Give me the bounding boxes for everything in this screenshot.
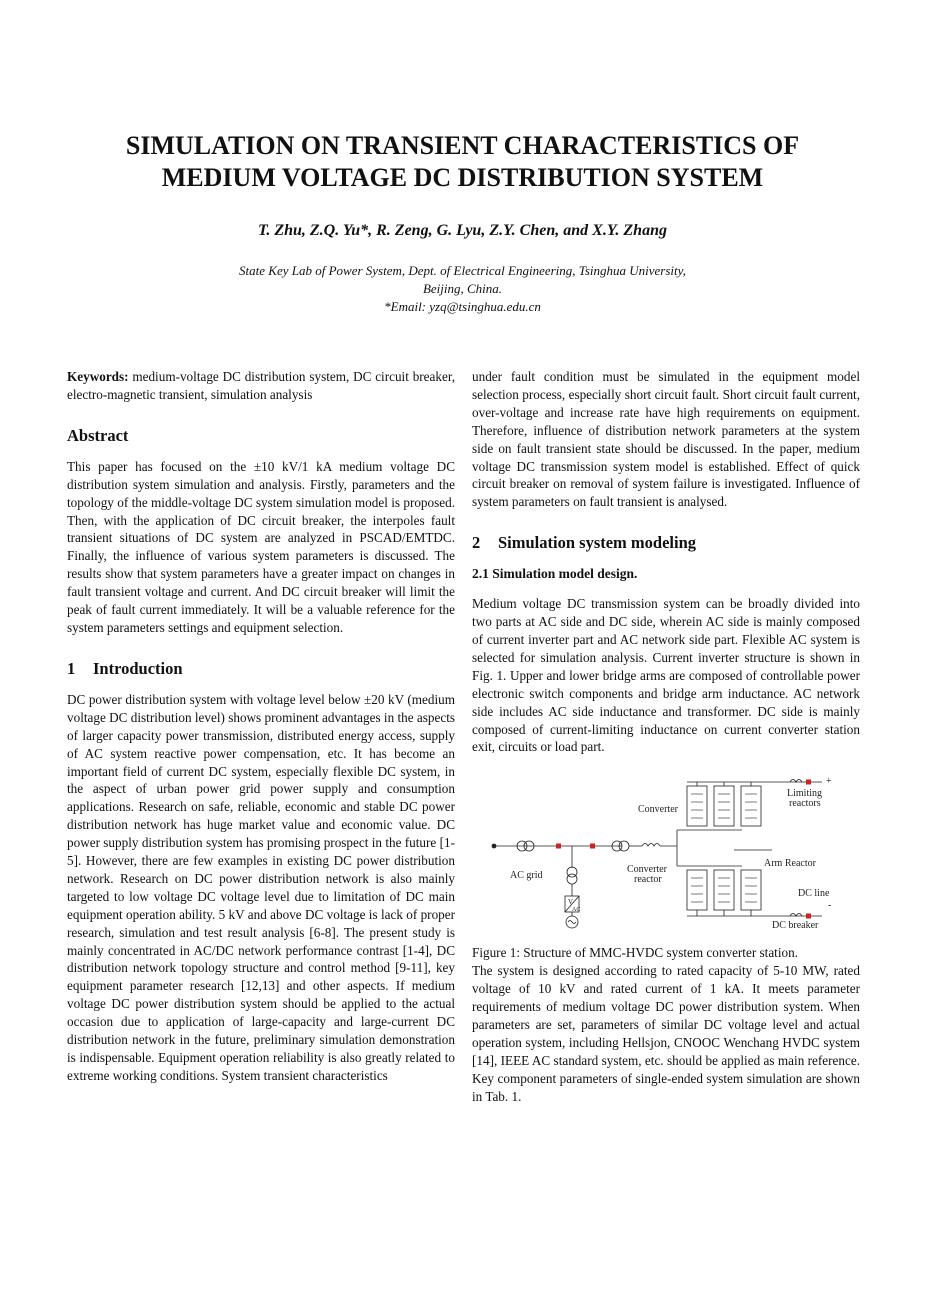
affiliation-email: *Email: yzq@tsinghua.edu.cn	[384, 299, 541, 314]
figure-1	[472, 768, 860, 938]
label-vac-top: V	[568, 898, 574, 907]
ac-breaker-1	[556, 844, 561, 849]
label-plus: +	[826, 776, 832, 788]
section-2-heading	[472, 533, 860, 553]
section-2-1-heading: 2.1 Simulation model design.	[472, 566, 638, 582]
introduction-text: DC power distribution system with voltage level below ±20 kV (medium voltage DC distribution level) shows prominent advantages in the aspects of larger capacity power transmission, distributed energy access, supply of AC system reactive power compensation, etc. It has become an important field of current DC system, especially flexible DC system, in the aspect of urban power grid power supply and consumption applications. Research on safe, reliable, economic and stable DC power distribution network has huge market value and economic value. DC power supply distribution system has promising prospect in the future [1-5]. However, there are few examples in existing DC power distribution network. Research on DC power distribution network is also mainly targeted to low voltage DC voltage level due to limitation of DC main equipment operation ability. 5 kV and above DC voltage is lack of proper research, simulation and test result analysis [6-8]. The present study is mainly concentrated in AC/DC network performance contrast [1-4], DC distribution network topology structure and control method [9-11], key equipment parameter research [12,13] and other aspects. If medium voltage DC power distribution system should be applied to the actual occasion due to application of large-capacity and large-current DC distribution network in the future, preliminary simulation demonstration is indispensable. Equipment operation reliability is also greatly related to extreme working conditions. System transient characteristics	[67, 691, 455, 1083]
abstract-text: This paper has focused on the ±10 kV/1 kA medium voltage DC distribution system simulation and analysis. Firstly, parameters and the topology of the middle-voltage DC system simulation model is proposed. Then, with the application of DC circuit breaker, the interpoles fault transient situations of DC system are analyzed in PSCAD/EMTDC. Finally, the influence of various system parameters is discussed. The results show that system parameters have a greater impact on changes in fault transient voltage and current. And DC circuit breaker will limit the peak of fault current immediately. It will be a valuable reference for the system parameters settings and equipment selection.	[67, 458, 455, 635]
affiliation-line-1: State Key Lab of Power System, Dept. of Electrical Engineering, Tsinghua University,	[239, 263, 686, 278]
abstract-heading: Abstract	[67, 425, 129, 445]
label-vac-bottom: AC	[572, 907, 581, 914]
figure-1-caption: Figure 1: Structure of MMC-HVDC system converter station.	[472, 945, 798, 961]
section-2-1-text: Medium voltage DC transmission system can be broadly divided into two parts at AC side and DC side, wherein AC side is mainly composed of current inverter part and AC network side part. Flexible AC system is selected for simulation analysis. Current inverter structure is shown in Fig. 1. Upper and lower bridge arms are composed of controllable power electronic switch components and bridge arm inductance. AC network side includes AC side inductance and transformer. DC side is mainly composed of current-limiting inductance on current converter station exit, circuits or load part.	[472, 596, 860, 755]
title-line-2: MEDIUM VOLTAGE DC DISTRIBUTION SYSTEM	[161, 163, 764, 192]
paper-title	[60, 130, 865, 194]
authors: T. Zhu, Z.Q. Yu*, R. Zeng, G. Lyu, Z.Y. Chen, and X.Y. Zhang	[258, 222, 667, 239]
right-paragraph-2: The system is designed according to rated capacity of 5-10 MW, rated voltage of 10 kV and rated current of 1 kA. It meets parameter requirements of medium voltage DC power distribution system. When parameters are set, parameters of similar DC voltage level and actual operation system, including Hellsjon, CNOOC Wenchang HVDC system [14], IEEE AC standard system, etc. should be applied as main reference. Key component parameters of single-ended system simulation are shown in Tab. 1.	[472, 963, 860, 1104]
label-limiting: Limiting	[787, 788, 822, 800]
label-minus: -	[828, 900, 832, 912]
dc-breaker-positive	[806, 780, 811, 785]
section-2-number: 2	[472, 533, 481, 553]
lower-arm-a	[687, 870, 707, 910]
affiliation-line-2: Beijing, China.	[422, 281, 503, 296]
keywords-text: medium-voltage DC distribution system, DC circuit breaker, electro-magnetic transient, simulation analysis	[67, 369, 455, 402]
label-reactors: reactors	[789, 798, 821, 810]
label-dc-breaker: DC breaker	[772, 920, 819, 932]
lower-arm-b	[714, 870, 734, 910]
right-paragraph-1: under fault condition must be simulated in the equipment model selection process, especially short circuit fault. Short circuit fault current, over-voltage and increase rate have high requirements on equipment. Therefore, influence of distribution network parameters at the system side on fault transient state should be discussed. In the paper, medium voltage DC transmission system model is established. Effect of quick circuit breaker on removal of system failure is investigated. Influence of system parameters on fault transient is analysed.	[472, 369, 860, 510]
dc-breaker-negative	[806, 914, 811, 919]
affiliation	[120, 262, 805, 316]
left-column	[67, 368, 455, 1085]
introduction-heading	[67, 659, 455, 679]
label-arm-reactor: Arm Reactor	[764, 858, 816, 870]
ac-breaker-2	[590, 844, 595, 849]
introduction-title: Introduction	[93, 658, 183, 678]
introduction-number: 1	[67, 658, 76, 678]
right-column	[472, 368, 860, 1105]
keywords-label: Keywords:	[67, 369, 129, 384]
upper-arm-b	[714, 786, 734, 826]
label-ac-grid: AC grid	[510, 870, 543, 882]
label-converter-reactor-2: reactor	[634, 874, 662, 886]
converter-reactor-coil	[642, 844, 660, 847]
upper-arm-a	[687, 786, 707, 826]
label-dc-line: DC line	[798, 888, 830, 900]
section-2-title: Simulation system modeling	[498, 533, 697, 553]
label-converter-reactor-1: Converter	[627, 864, 667, 876]
upper-arm-c	[741, 786, 761, 826]
keywords	[67, 368, 455, 404]
title-line-1: SIMULATION ON TRANSIENT CHARACTERISTICS OF	[125, 131, 800, 160]
lower-arm-c	[741, 870, 761, 910]
mmc-diagram	[472, 768, 860, 938]
ground-transformer-coil-b	[567, 874, 577, 884]
ac-source-terminal	[492, 844, 496, 848]
label-converter: Converter	[638, 804, 678, 816]
